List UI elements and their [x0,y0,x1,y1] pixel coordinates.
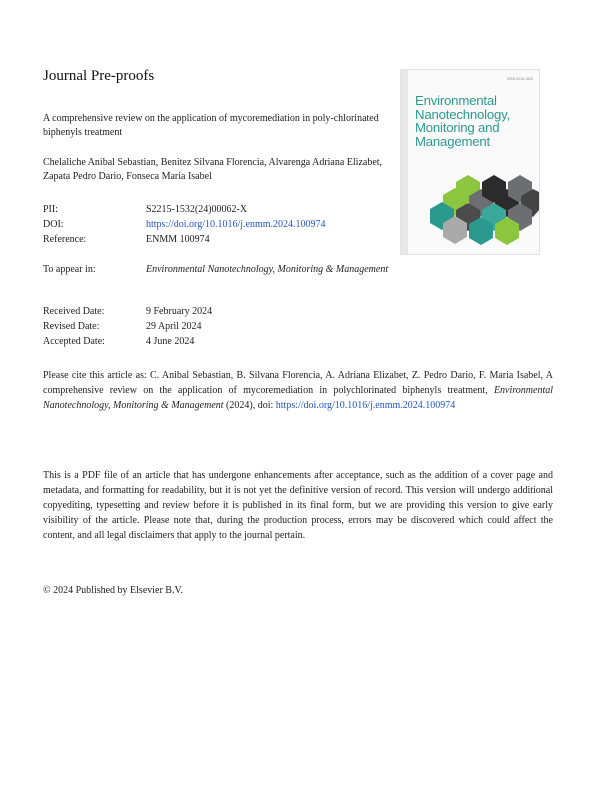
revised-label: Revised Date: [43,321,100,332]
accepted-value: 4 June 2024 [146,336,195,347]
appear-in-journal: Environmental Nanotechnology, Monitoring & Management [146,264,389,275]
received-value: 9 February 2024 [146,306,213,317]
doi-link[interactable]: https://doi.org/10.1016/j.enmm.2024.100974 [146,219,326,230]
received-label: Received Date: [43,306,105,317]
journal-cover-image [400,69,540,255]
cover-issn: ISSN 2215-1532 [507,77,533,81]
cover-journal-title: Environmental Nanotechnology, Monitoring and Management [415,93,510,149]
reference-value: ENMM 100974 [146,234,210,245]
copyright-notice: © 2024 Published by Elsevier B.V. [43,585,183,596]
citation-mid: (2024), doi: [223,400,276,411]
pii-label: PII: [43,204,58,215]
citation-doi-link[interactable]: https://doi.org/10.1016/j.enmm.2024.100974 [275,400,456,411]
author-list: Chelaliche Anibal Sebastian, Benitez Silvana Florencia, Alvarenga Adriana Elizabet, Zapata Pedro Dario, Fonseca Maria Isabel [43,157,383,182]
appear-in-label: To appear in: [43,264,96,275]
citation-paragraph [43,368,553,413]
accepted-label: Accepted Date: [43,336,105,347]
citation-journal: Environmental Nanotechnology, Monitoring & Management [43,385,553,411]
journal-label: Journal Pre-proofs [43,68,155,84]
doi-label: DOI: [43,219,64,230]
article-title: A comprehensive review on the application of mycoremediation in poly-chlorinated biphenyls treatment [43,113,379,138]
citation-text: Please cite this article as: C. Anibal Sebastian, B. Silvana Florencia, A. Adriana Elizabet, Z. Pedro Dario, F. Maria Isabel, A comprehensive review on the application of mycoremediation in polychlorinated biphenyls treatment, [43,370,553,396]
reference-label: Reference: [43,234,87,245]
pii-value: S2215-1532(24)00062-X [146,204,248,215]
disclaimer-paragraph: This is a PDF file of an article that has undergone enhancements after acceptance, such as the addition of a cover page and metadata, and formatting for readability, but it is not yet the definitive version of record. This version will undergo additional copyediting, typesetting and review before it is published in its final form, but we are providing this version to give early visibility of the article. Please note that, during the production process, errors may be discovered which could affect the content, and all legal disclaimers that apply to the journal pertain. [43,470,553,541]
revised-value: 29 April 2024 [146,321,202,332]
